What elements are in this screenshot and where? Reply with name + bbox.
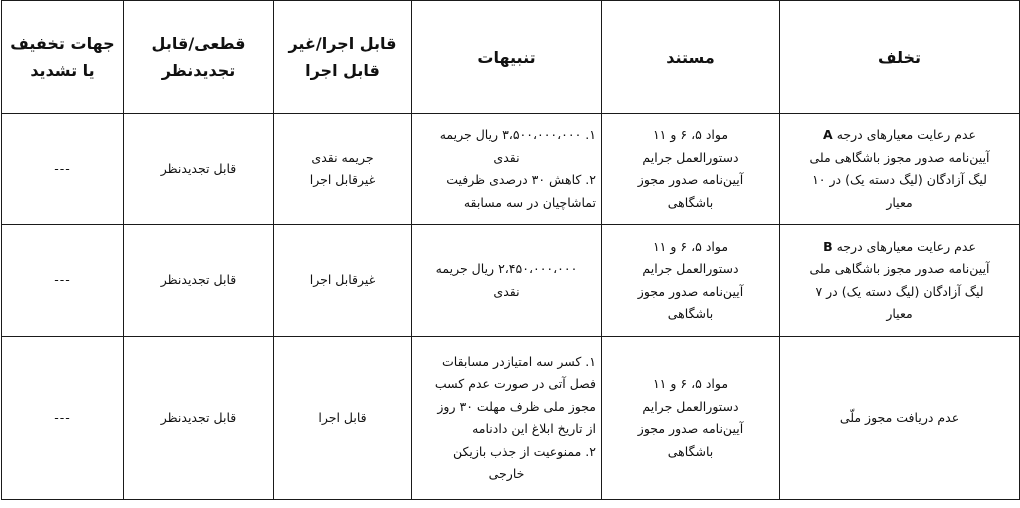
- header-enforceability: قابل اجرا/غیر قابل اجرا: [274, 1, 412, 114]
- violation-cell: [780, 337, 1020, 500]
- basis-line: دستورالعمل جرایم: [642, 149, 739, 165]
- basis-line: مواد ۵، ۶ و ۱۱: [652, 376, 729, 391]
- violation-line: آیین‌نامه صدور مجوز باشگاهی ملی: [809, 261, 990, 276]
- penalty-line: فصل آتی در صورت عدم کسب: [434, 376, 596, 391]
- finality-cell: قابل تجدیدنظر: [124, 114, 274, 225]
- basis-line: دستورالعمل جرایم: [642, 398, 739, 414]
- violation-cell: [780, 225, 1020, 337]
- violation-line-grade: [785, 236, 1014, 259]
- basis-line: باشگاهی: [667, 306, 714, 321]
- basis-line: مواد ۵، ۶ و ۱۱: [652, 127, 729, 142]
- penalty-line: نقدی: [493, 283, 520, 299]
- violation-line: لیگ آزادگان (لیگ دسته یک) در ۱۰: [812, 172, 987, 187]
- enforceability-line: غیرقابل اجرا: [309, 172, 376, 187]
- violation-line: لیگ آزادگان (لیگ دسته یک) در ۷: [815, 283, 984, 299]
- mitigation-cell: ---: [2, 337, 124, 500]
- table-row: [2, 114, 1020, 225]
- penalty-line: ۱. کسر سه امتیازدر مسابقات: [442, 353, 596, 369]
- penalties-cell: [412, 225, 602, 337]
- basis-cell: [602, 225, 780, 337]
- mitigation-cell: ---: [2, 114, 124, 225]
- violation-line-grade: [785, 124, 1014, 147]
- header-mitigation: جهات تخفیف یا تشدید: [2, 1, 124, 114]
- rulings-table: [1, 0, 1020, 500]
- violation-text: عدم رعایت معیارهای درجه: [836, 127, 976, 142]
- finality-cell: قابل تجدیدنظر: [124, 225, 274, 337]
- penalties-cell: [412, 337, 602, 500]
- violation-line: آیین‌نامه صدور مجوز باشگاهی ملی: [809, 149, 990, 165]
- mitigation-cell: ---: [2, 225, 124, 337]
- basis-line: مواد ۵، ۶ و ۱۱: [652, 238, 729, 254]
- penalty-line: نقدی: [493, 149, 520, 165]
- enforceability-line: جریمه نقدی: [311, 149, 374, 165]
- penalty-line: تماشاچیان در سه مسابقه: [463, 194, 596, 210]
- penalty-line: خارجی: [488, 466, 525, 481]
- basis-cell: [602, 114, 780, 225]
- basis-line: باشگاهی: [667, 443, 714, 459]
- penalties-cell: [412, 114, 602, 225]
- enforceability-cell: [274, 114, 412, 225]
- basis-line: آیین‌نامه صدور مجوز: [637, 283, 744, 299]
- penalty-line: از تاریخ ابلاغ این دادنامه: [472, 421, 596, 436]
- header-row: [2, 1, 1020, 114]
- grade-label: A: [823, 127, 833, 142]
- penalty-line: ۲. ممنوعیت از جذب بازیکن: [452, 443, 596, 459]
- violation-line: معیار: [886, 194, 913, 210]
- basis-line: دستورالعمل جرایم: [642, 261, 739, 276]
- enforceability-line: قابل اجرا: [318, 409, 367, 425]
- penalty-line: مجوز ملی ظرف مهلت ۳۰ روز: [437, 398, 596, 414]
- enforceability-cell: [274, 337, 412, 500]
- basis-line: آیین‌نامه صدور مجوز: [637, 172, 744, 187]
- grade-label: B: [823, 238, 833, 254]
- enforceability-cell: [274, 225, 412, 337]
- table-row: [2, 337, 1020, 500]
- header-finality: قطعی/قابل تجدیدنظر: [124, 1, 274, 114]
- violation-line: معیار: [886, 306, 913, 321]
- basis-line: باشگاهی: [667, 194, 714, 210]
- violation-cell: [780, 114, 1020, 225]
- enforceability-line: غیرقابل اجرا: [309, 272, 376, 288]
- header-penalties: تنبیهات: [412, 1, 602, 114]
- penalty-line: ۲،۴۵۰،۰۰۰،۰۰۰ ریال جریمه: [435, 261, 578, 276]
- violation-line: عدم دریافت مجوز ملّی: [839, 409, 960, 425]
- finality-cell: قابل تجدیدنظر: [124, 337, 274, 500]
- penalty-line: ۱. ۳،۵۰۰،۰۰۰،۰۰۰ ریال جریمه: [439, 127, 596, 142]
- table-row: [2, 225, 1020, 337]
- violation-text: عدم رعایت معیارهای درجه: [836, 238, 976, 254]
- basis-cell: [602, 337, 780, 500]
- header-violation: تخلف: [780, 1, 1020, 114]
- header-basis: مستند: [602, 1, 780, 114]
- penalty-line: ۲. کاهش ۳۰ درصدی ظرفیت: [446, 172, 596, 187]
- basis-line: آیین‌نامه صدور مجوز: [637, 421, 744, 436]
